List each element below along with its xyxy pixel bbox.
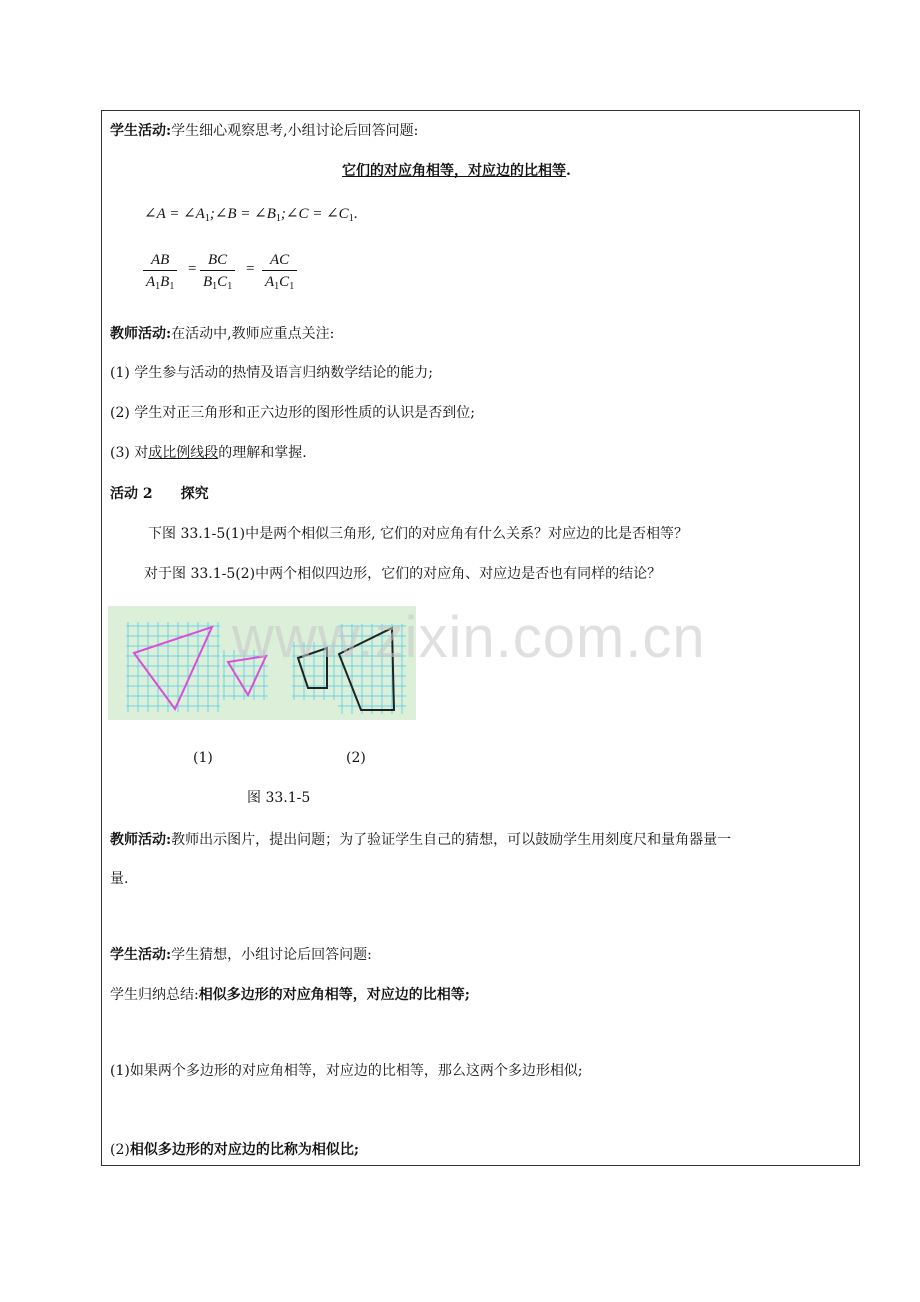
proportional-segments-term: 成比例线段 bbox=[148, 445, 219, 461]
question-2: 对于图 33.1-5(2)中两个相似四边形，它们的对应角、对应边是否也有同样的结论？ bbox=[144, 566, 662, 582]
ratio-bc bbox=[200, 250, 235, 298]
teacher-activity-2-cont: 量. bbox=[110, 871, 129, 887]
student-activity-1 bbox=[110, 122, 418, 140]
watermark: www.zixin.com.cn bbox=[232, 605, 706, 670]
conclusion-line bbox=[342, 162, 571, 180]
focus-item-2: (2) 学生对正三角形和正六边形的图形性质的认识是否到位; bbox=[110, 405, 475, 421]
student-activity-2-text: 学生猜想，小组讨论后回答问题: bbox=[171, 947, 372, 963]
student-activity-text: 学生细心观察思考,小组讨论后回答问题: bbox=[171, 123, 419, 139]
student-activity-label: 学生活动: bbox=[110, 123, 172, 139]
ratio-bc-num: BC bbox=[200, 250, 235, 271]
ratio-ac bbox=[262, 250, 297, 298]
angle-equalities bbox=[144, 205, 357, 228]
ratio-ac-den: $A_1C_1$ bbox=[265, 274, 295, 292]
focus-item-3: (3) 对成比例线段的理解和掌握. bbox=[110, 445, 307, 461]
similarity-ratio-definition: 相似多边形的对应边的比称为相似比; bbox=[129, 1142, 360, 1158]
ratio-ab-den: $A_1B_1$ bbox=[146, 274, 175, 292]
angle-b: ;∠B = ∠B bbox=[209, 206, 276, 222]
teacher-activity-2-text: 教师出示图片，提出问题；为了验证学生自己的猜想，可以鼓励学生用刻度尺和量角器量一 bbox=[171, 832, 732, 848]
summary-conclusion: 相似多边形的对应角相等，对应边的比相等; bbox=[198, 987, 470, 1003]
figure-label-2: (2) bbox=[346, 750, 366, 766]
equals-sign-1: = bbox=[188, 261, 197, 277]
angle-b-sub: 1 bbox=[275, 213, 281, 224]
teacher-activity-label: 教师活动: bbox=[110, 326, 172, 342]
student-activity-2 bbox=[110, 946, 372, 964]
ratio-bc-den: $B_1C_1$ bbox=[203, 274, 233, 292]
ratio-ac-num: AC bbox=[262, 250, 297, 271]
teacher-activity-2-label: 教师活动: bbox=[110, 832, 172, 848]
activity-2-heading: 活动 2 探究 bbox=[110, 486, 209, 502]
summary-point-1: (1)如果两个多边形的对应角相等，对应边的比相等，那么这两个多边形相似; bbox=[110, 1063, 583, 1079]
figure-caption: 图 33.1-5 bbox=[247, 790, 311, 806]
figure-label-1: (1) bbox=[193, 750, 213, 766]
focus-item-1: (1) 学生参与活动的热情及语言归纳数学结论的能力; bbox=[110, 365, 433, 381]
angle-c-sub: 1 bbox=[348, 213, 354, 224]
conclusion-end: . bbox=[566, 163, 571, 179]
summary-point-2: (2)相似多边形的对应边的比称为相似比; bbox=[110, 1142, 360, 1158]
student-summary: 学生归纳总结:相似多边形的对应角相等，对应边的比相等; bbox=[110, 987, 470, 1003]
teacher-activity-text: 在活动中,教师应重点关注: bbox=[171, 326, 335, 342]
teacher-activity-1 bbox=[110, 325, 334, 343]
angle-c: ;∠C = ∠C bbox=[280, 206, 349, 222]
angle-a: ∠A = ∠A bbox=[144, 206, 205, 222]
equals-sign-2: = bbox=[246, 261, 255, 277]
angle-a-sub: 1 bbox=[204, 213, 210, 224]
teacher-activity-2 bbox=[110, 831, 731, 849]
ratio-ab bbox=[143, 250, 177, 298]
angle-end: . bbox=[353, 206, 358, 222]
student-activity-2-label: 学生活动: bbox=[110, 947, 172, 963]
question-1: 下图 33.1-5(1)中是两个相似三角形, 它们的对应角有什么关系？对应边的比是否相等？ bbox=[148, 526, 688, 542]
conclusion-text: 它们的对应角相等，对应边的比相等 bbox=[342, 163, 566, 179]
ratio-ab-num: AB bbox=[143, 250, 177, 271]
